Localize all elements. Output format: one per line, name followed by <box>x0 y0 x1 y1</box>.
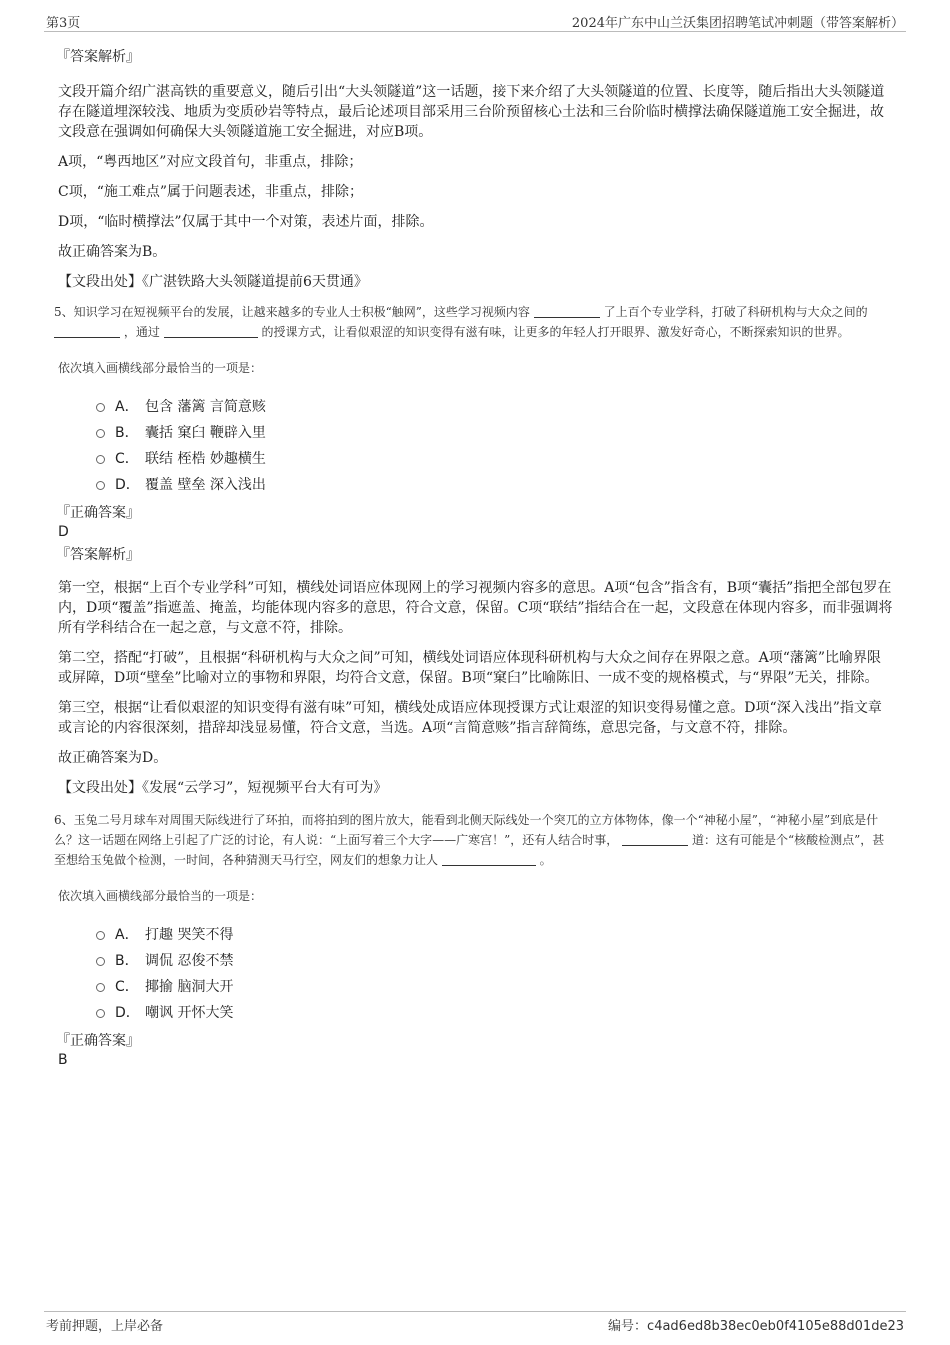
option-list <box>58 394 895 498</box>
option-a[interactable] <box>58 394 895 420</box>
radio-icon[interactable] <box>96 481 105 490</box>
option-list <box>58 922 895 1026</box>
analysis-label: 『答案解析』 <box>56 49 140 65</box>
radio-icon[interactable] <box>96 429 105 438</box>
option-text: 联结 桎梏 妙趣横生 <box>145 451 266 467</box>
radio-icon[interactable] <box>96 983 105 992</box>
question-6 <box>54 810 895 1068</box>
option-letter: A． <box>115 927 139 943</box>
fill-blank-1 <box>622 831 688 846</box>
code-label: 编号： <box>608 1319 648 1334</box>
stem-part: 了上百个专业学科，打破了科研机构与大众之间的 <box>603 305 868 319</box>
question-stem <box>54 302 895 342</box>
page-content <box>54 46 895 1068</box>
option-c[interactable] <box>58 974 895 1000</box>
option-d[interactable] <box>58 472 895 498</box>
option-letter: D． <box>115 1005 140 1021</box>
radio-icon[interactable] <box>96 957 105 966</box>
stem-part: 5、知识学习在短视频平台的发展，让越来越多的专业人士积极“触网”，这些学习视频内容 <box>54 305 530 319</box>
header-divider <box>44 31 906 32</box>
analysis-paragraph-2: 第二空，搭配“打破”，且根据“科研机构与大众之间”可知，横线处词语应体现科研机构与大众之间存在界限之意。A项“藩篱”比喻界限或屏障，D项“壁垒”比喻对立的事物和界限，均符合文意，保留。B项“窠臼”比喻陈旧、一成不变的规格模式，与“界限”无关，排除。 <box>58 650 882 686</box>
analysis-conclusion: 故正确答案为B。 <box>58 244 167 260</box>
question-prompt: 依次填入画横线部分最恰当的一项是： <box>58 361 263 375</box>
q4-analysis <box>58 46 895 292</box>
option-d[interactable] <box>58 1000 895 1026</box>
footer-slogan: 考前押题，上岸必备 <box>46 1319 164 1334</box>
analysis-paragraph-1: 第一空，根据“上百个专业学科”可知，横线处词语应体现网上的学习视频内容多的意思。A项“包含”指含有，B项“囊括”指把全部包罗在内，D项“覆盖”指遮盖、掩盖，均能体现内容多的意思，符合文意，保留。C项“联结”指结合在一起，文段意在体现内容多，而非强调将所有学科结合在一起之意，与文意不符，排除。 <box>58 580 893 636</box>
question-stem <box>54 810 895 870</box>
option-text: 揶揄 脑洞大开 <box>145 979 234 995</box>
option-c[interactable] <box>58 446 895 472</box>
option-text: 囊括 窠臼 鞭辟入里 <box>145 425 266 441</box>
footer-code <box>608 1315 904 1334</box>
stem-part: 6、玉兔二号月球车对周围天际线进行了环拍，而将拍到的图片放大，能看到北侧天际线处一个突兀的立方体物体，像一个“神秘小屋”，“神秘小屋”到底是什么？这一话题在网络上引起了广泛的讨论，有人说：“上面写着三个大字——广寒宫！”，还有人结合时事， <box>54 813 879 847</box>
analysis-label: 『答案解析』 <box>56 547 140 563</box>
question-5 <box>54 302 895 798</box>
stem-part: 道：这有可能是个“核酸检测点”，甚至想给玉兔做个检测，一时间，各种猜测天马行空，网友们的想象力让人 <box>54 833 885 867</box>
correct-answer-label: 『正确答案』 <box>56 505 140 521</box>
option-letter: D． <box>115 477 140 493</box>
option-letter: B． <box>115 425 139 441</box>
page-number: 第3页 <box>46 16 81 31</box>
option-b[interactable] <box>58 948 895 974</box>
document-title: 2024年广东中山兰沃集团招聘笔试冲刺题（带答案解析） <box>571 16 904 31</box>
option-letter: B． <box>115 953 139 969</box>
stem-part: ，通过 <box>123 325 160 339</box>
footer-divider <box>44 1311 906 1312</box>
option-a[interactable] <box>58 922 895 948</box>
correct-answer-label: 『正确答案』 <box>56 1033 140 1049</box>
analysis-paragraph-3: 第三空，根据“让看似艰涩的知识变得有滋有味”可知，横线处成语应体现授课方式让艰涩的知识变得易懂之意。D项“深入浅出”指文章或言论的内容很深刻，措辞却浅显易懂，符合文意，当选。A项“言简意赅”指言辞简练，意思完备，与文意不符，排除。 <box>58 700 882 736</box>
source-citation: 【文段出处】《广湛铁路大头领隧道提前6天贯通》 <box>58 274 368 290</box>
option-text: 覆盖 壁垒 深入浅出 <box>145 477 266 493</box>
radio-icon[interactable] <box>96 931 105 940</box>
correct-answer: D <box>58 524 69 540</box>
fill-blank-2 <box>54 323 120 338</box>
radio-icon[interactable] <box>96 455 105 464</box>
option-b[interactable] <box>58 420 895 446</box>
option-text: 嘲讽 开怀大笑 <box>145 1005 234 1021</box>
analysis-option-a: A项，“粤西地区”对应文段首句，非重点，排除； <box>58 154 363 170</box>
option-text: 调侃 忍俊不禁 <box>145 953 234 969</box>
option-letter: C． <box>115 451 139 467</box>
option-text: 包含 藩篱 言简意赅 <box>145 399 266 415</box>
analysis-option-c: C项，“施工难点”属于问题表述，非重点，排除； <box>58 184 364 200</box>
option-text: 打趣 哭笑不得 <box>145 927 234 943</box>
fill-blank-1 <box>534 303 600 318</box>
analysis-paragraph: 文段开篇介绍广湛高铁的重要意义，随后引出“大头领隧道”这一话题，接下来介绍了大头领隧道的位置、长度等，随后指出大头领隧道存在隧道埋深较浅、地质为变质砂岩等特点，最后论述项目部采用三台阶预留核心土法和三台阶临时横撑法确保隧道施工安全掘进，故文段意在强调如何确保大头领隧道施工安全掘进，对应B项。 <box>58 84 885 140</box>
stem-part: 。 <box>539 853 552 867</box>
fill-blank-2 <box>442 851 536 866</box>
fill-blank-3 <box>164 323 258 338</box>
code-value: c4ad6ed8b38ec0eb0f4105e88d01de23 <box>647 1319 904 1334</box>
stem-part: 的授课方式，让看似艰涩的知识变得有滋有味，让更多的年轻人打开眼界、激发好奇心，不断探索知识的世界。 <box>261 325 850 339</box>
option-letter: A． <box>115 399 139 415</box>
correct-answer: B <box>58 1052 68 1068</box>
analysis-option-d: D项，“临时横撑法”仅属于其中一个对策，表述片面，排除。 <box>58 214 434 230</box>
analysis-conclusion: 故正确答案为D。 <box>58 750 168 766</box>
option-letter: C． <box>115 979 139 995</box>
source-citation: 【文段出处】《发展“云学习”，短视频平台大有可为》 <box>58 780 388 796</box>
radio-icon[interactable] <box>96 1009 105 1018</box>
question-prompt: 依次填入画横线部分最恰当的一项是： <box>58 889 263 903</box>
radio-icon[interactable] <box>96 403 105 412</box>
